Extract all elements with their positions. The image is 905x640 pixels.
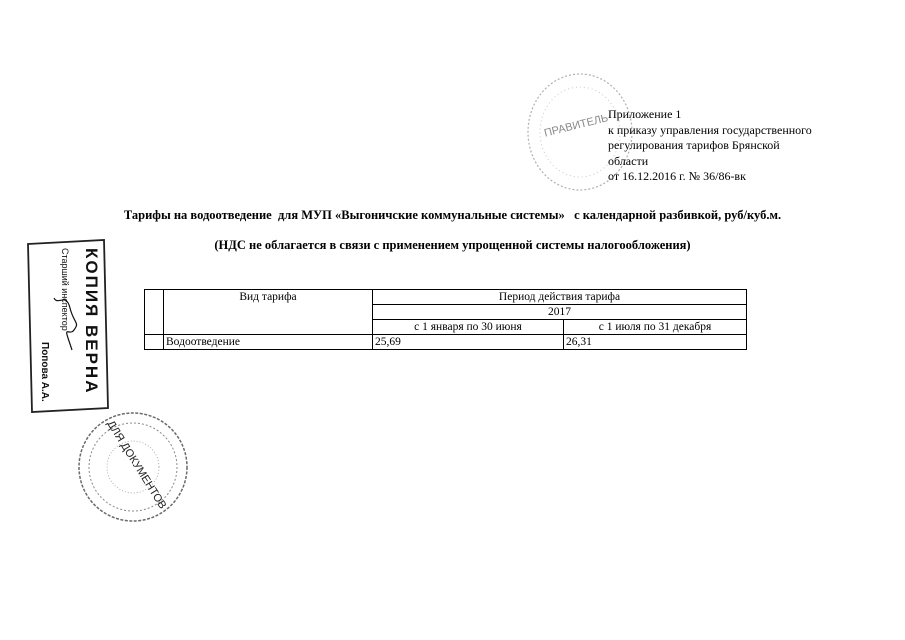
row-empty-cell [145, 335, 164, 350]
header-period-1: с 1 января по 30 июня [373, 320, 564, 335]
appendix-line-5: от 16.12.2016 г. № 36/86-вк [608, 169, 746, 183]
row-tariff-name: Водоотведение [164, 335, 373, 350]
copy-stamp-signer: Попова А.А. [39, 342, 50, 402]
appendix-line-4: области [608, 153, 649, 168]
tariff-table [144, 289, 747, 350]
header-year: 2017 [373, 305, 747, 320]
appendix-line-3: регулирования тарифов Брянской [608, 138, 780, 152]
appendix-block [608, 107, 848, 185]
table-empty-cell [145, 290, 164, 335]
copy-stamp-title: КОПИЯ ВЕРНА [82, 248, 101, 395]
document-subtitle: (НДС не облагается в связи с применением упрощенной системы налогообложения) [214, 238, 691, 252]
header-tariff-type: Вид тарифа [164, 290, 373, 335]
round-stamp-text: ДЛЯ ДОКУМЕНТОВ [104, 418, 169, 512]
header-period: Период действия тарифа [373, 290, 747, 305]
appendix-line-2: к приказу управления государственного [608, 122, 812, 137]
for-documents-round-stamp [74, 408, 192, 526]
row-value-1: 25,69 [373, 335, 564, 350]
copy-verified-stamp [24, 238, 112, 414]
appendix-line-1: Приложение 1 [608, 107, 682, 121]
official-stamp-text: ПРАВИТЕЛЬ [542, 112, 610, 140]
header-period-2: с 1 июля по 31 декабря [564, 320, 747, 335]
table-header-row [145, 290, 747, 305]
document-title: Тарифы на водоотведение для МУП «Выгоничские коммунальные системы» с календарной разбивкой, руб/куб.м. [123, 208, 782, 222]
copy-stamp-position: Старший инспектор [60, 248, 70, 331]
row-value-2: 26,31 [564, 335, 747, 350]
table-row [145, 335, 747, 350]
